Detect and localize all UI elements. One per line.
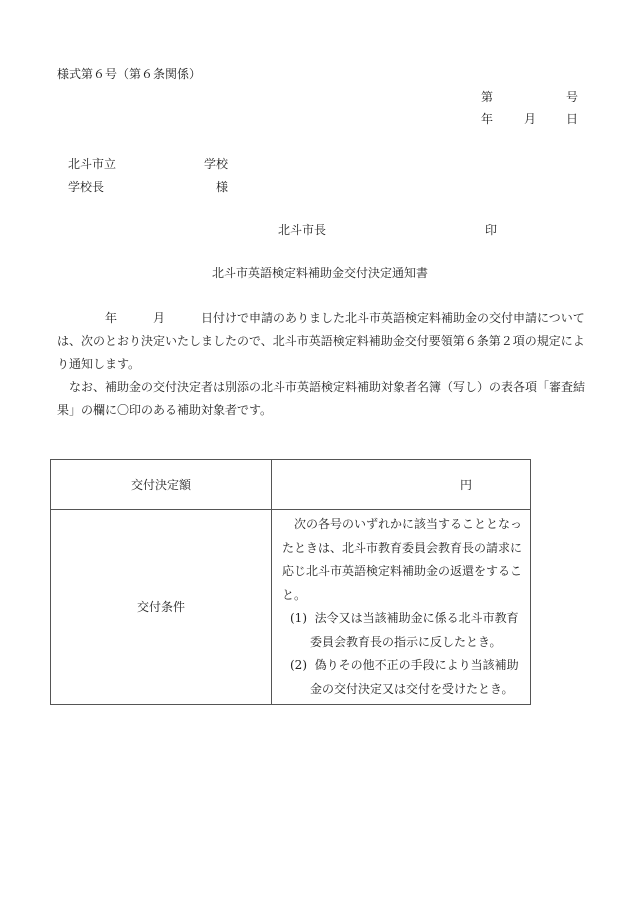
amount-unit: 円 [272,460,531,510]
condition-item-2: (2) 偽りその他不正の手段により当該補助金の交付決定又は交付を受けたとき。 [290,658,519,696]
addressee-principal-title: 学校長 [68,180,105,194]
sender-mayor: 北斗市長 [278,223,327,237]
conditions-label: 交付条件 [51,510,272,705]
grant-info-table [50,459,531,705]
para2-text: なお、補助金の交付決定者は別添の北斗市英語検定料補助対象者名簿（写し）の表各項「審査結果」の欄に〇印のある補助対象者です。 [57,380,586,417]
body-paragraph-1 [57,307,591,376]
addressee-school-prefix: 北斗市立 [68,157,117,171]
addressee-school-suffix: 学校 [204,157,229,171]
addressee-honorific: 様 [216,180,229,194]
document-number-prefix: 第 [481,90,494,104]
date-year-label: 年 [481,112,494,126]
para1-text: 日付けで申請のありました北斗市英語検定料補助金の交付申請については、次のとおり決定いたしましたので、北斗市英語検定料補助金交付要領第６条第２項の規定により通知します。 [57,311,585,371]
body-paragraph-2 [57,376,591,422]
condition-item-1: (1) 法令又は当該補助金に係る北斗市教育委員会教育長の指示に反したとき。 [290,611,519,649]
conditions-cell [272,510,531,705]
para1-month-label: 月 [153,311,166,325]
date-day-label: 日 [566,112,579,126]
document-number-suffix: 号 [566,90,579,104]
date-month-label: 月 [524,112,537,126]
sender-seal: 印 [485,223,498,237]
conditions-row [51,510,531,705]
amount-label: 交付決定額 [51,460,272,510]
amount-row [51,460,531,510]
form-number: 様式第６号（第６条関係） [57,67,202,81]
para1-year-label: 年 [105,311,118,325]
document-title: 北斗市英語検定料補助金交付決定通知書 [212,266,429,280]
conditions-lead: 次の各号のいずれかに該当することとなったときは、北斗市教育委員会教育長の請求に応じ北斗市英語検定料補助金の返還をすること。 [282,517,523,602]
